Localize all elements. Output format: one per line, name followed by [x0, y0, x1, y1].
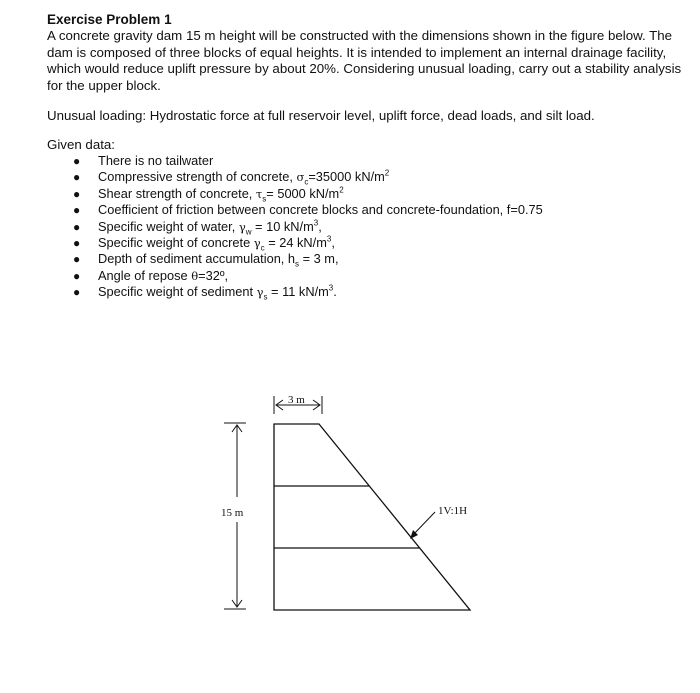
- list-item: ● Shear strength of concrete, $\tau_s= 5000$ $kN/m^2$: [73, 185, 344, 204]
- list-item: ● There is no tailwater: [73, 153, 214, 168]
- list-item: ● Specific weight of water, $\gamma_w = 10$ $kN/m^3$,: [73, 218, 322, 237]
- list-item: ● Specific weight of sediment $\gamma_s = 11$ $kN/m^3$.: [73, 283, 337, 302]
- slope-leader: [412, 512, 435, 536]
- top-width-label: 3 m: [288, 394, 305, 406]
- problem-title: Exercise Problem 1: [47, 12, 172, 27]
- list-item: ● Angle of repose θ=32º,: [73, 267, 229, 283]
- list-item: ● Specific weight of concrete $\gamma_c = 24$ $kN/m^3$,: [73, 234, 335, 253]
- given-data-label: Given data:: [47, 137, 116, 152]
- problem-description: A concrete gravity dam 15 m height will be constructed with the dimensions shown in the figure below. The dam is composed of three blocks of equal heights. It is intended to implement an internal drainage facility, which would reduce uplift pressure by about 20%. Considering unusual loading, carry out a stability analysis for the upper block.: [47, 28, 682, 93]
- list-item: ● Coefficient of friction between concrete blocks and concrete-foundation, f=0.75: [73, 202, 543, 218]
- height-label: 15 m: [221, 507, 244, 519]
- list-item: ● Depth of sediment accumulation, $h_s = 3$ m,: [73, 251, 339, 269]
- list-item: ● Compressive strength of concrete, $\sigma_c=35000$ $kN/m^2$: [73, 169, 390, 187]
- dam-outline: [274, 424, 470, 610]
- slope-label: 1V:1H: [438, 505, 468, 517]
- unusual-loading-text: Unusual loading: Hydrostatic force at full reservoir level, uplift force, dead loads, and silt load.: [47, 108, 595, 123]
